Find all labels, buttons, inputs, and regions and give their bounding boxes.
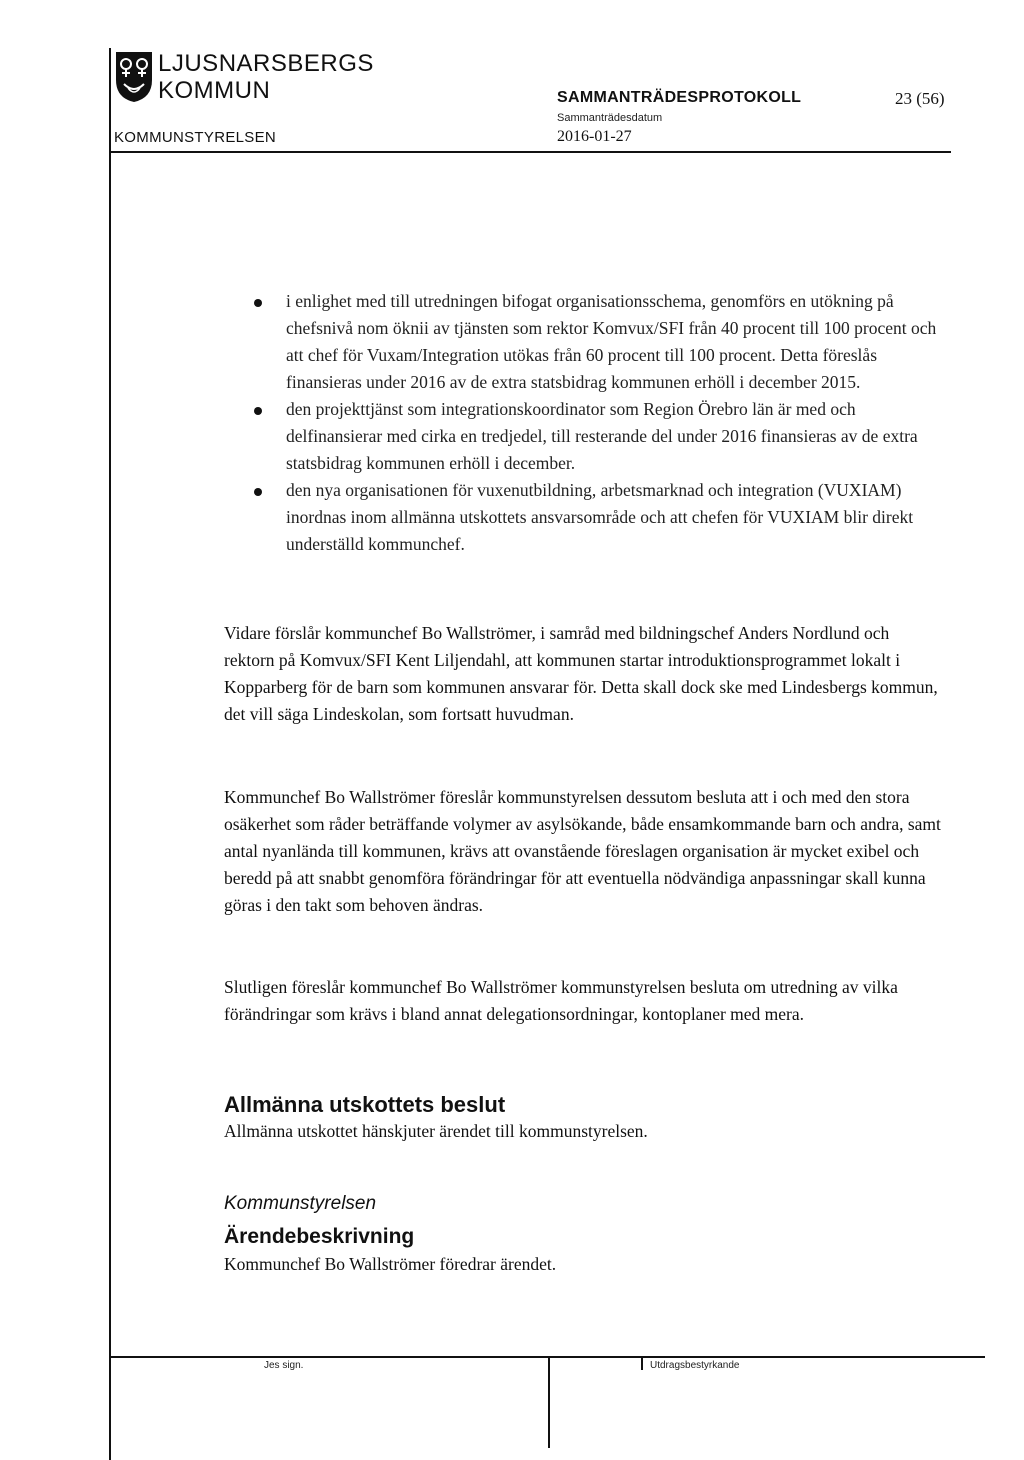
board-name: Kommunstyrelsen xyxy=(224,1193,377,1214)
header-divider xyxy=(111,151,951,153)
organization-name: LJUSNARSBERGS xyxy=(158,50,374,77)
list-item-text: den nya organisationen för vuxenutbildning, arbetsmarknad och integration (VUXIAM) inordnas inom allmänna utskottets ansvarsområde och att chefen för VUXIAM blir direkt underställd kommunchef. xyxy=(286,480,914,554)
committee-decision-heading: Allmänna utskottets beslut xyxy=(224,1092,506,1117)
coat-of-arms-icon xyxy=(114,50,154,104)
page-number: 23 (56) xyxy=(895,89,945,108)
list-item xyxy=(254,477,954,558)
department-name: KOMMUNSTYRELSEN xyxy=(114,129,277,146)
organization-name-line2: KOMMUN xyxy=(158,77,271,104)
footer-divider xyxy=(109,1356,985,1358)
list-item-text: i enlighet med till utredningen bifogat organisationsschema, genomförs en utökning på chefsnivå nom öknii av tjänsten som rektor Komvux/SFI från 40 procent till 100 procent och att chef för Vuxam/Integration utökas från 60 procent till 100 procent. Detta föreslås finansieras under 2016 av de extra statsbidrag kommunen erhöll i december 2015. xyxy=(286,291,937,392)
paragraph-flexibility: Kommunchef Bo Wallströmer föreslår kommunstyrelsen dessutom besluta att i och med den stora osäkerhet som råder beträffande volymer av asylsökande, både ensamkommande barn och andra, samt antal nyanlända till kommunen, krävs att ovanstående föreslagen organisation är mycket exibel och beredd på att snabbt genomföra förändringar för att eventuella nödvändiga anpassningar skall kunna göras i den takt som behoven ändras. xyxy=(224,787,941,915)
footer-column-divider xyxy=(641,1356,643,1370)
proposal-bullet-list xyxy=(254,288,954,558)
paragraph-intro-program: Vidare förslår kommunchef Bo Wallströmer, i samråd med bildningschef Anders Nordlund och rektorn på Komvux/SFI Kent Liljendahl, att kommunen startar introduktionsprogrammet lokalt i Kopparberg för de barn som kommunen ansvarar för. Detta skall dock ske med Lindesbergs kommun, det vill säga Lindeskolan, som fortsatt huvudman. xyxy=(224,623,938,724)
extract-certification-label: Utdragsbestyrkande xyxy=(650,1360,740,1371)
committee-decision-text: Allmänna utskottet hänskjuter ärendet till kommunstyrelsen. xyxy=(224,1121,648,1141)
meeting-date: 2016-01-27 xyxy=(557,128,632,145)
bullet-icon xyxy=(254,299,262,307)
case-description-heading: Ärendebeskrivning xyxy=(224,1225,415,1248)
case-description-text: Kommunchef Bo Wallströmer föredrar ärendet. xyxy=(224,1254,557,1274)
paragraph-further-investigation: Slutligen föreslår kommunchef Bo Wallströmer kommunstyrelsen besluta om utredning av vilka förändringar som krävs i bland annat delegationsordningar, kontoplaner med mera. xyxy=(224,977,898,1024)
list-item xyxy=(254,288,954,396)
signature-label: Jes sign. xyxy=(264,1360,304,1371)
list-item xyxy=(254,396,954,477)
bullet-icon xyxy=(254,407,262,415)
footer-column-divider xyxy=(548,1356,550,1448)
left-margin-rule xyxy=(109,48,111,1460)
bullet-icon xyxy=(254,488,262,496)
document-type: SAMMANTRÄDESPROTOKOLL xyxy=(557,89,802,106)
date-label: Sammanträdesdatum xyxy=(557,112,663,124)
list-item-text: den projekttjänst som integrationskoordinator som Region Örebro län är med och delfinansierar med cirka en tredjedel, till resterande del under 2016 finansieras av de extra statsbidrag kommunen erhöll i december. xyxy=(286,399,918,473)
